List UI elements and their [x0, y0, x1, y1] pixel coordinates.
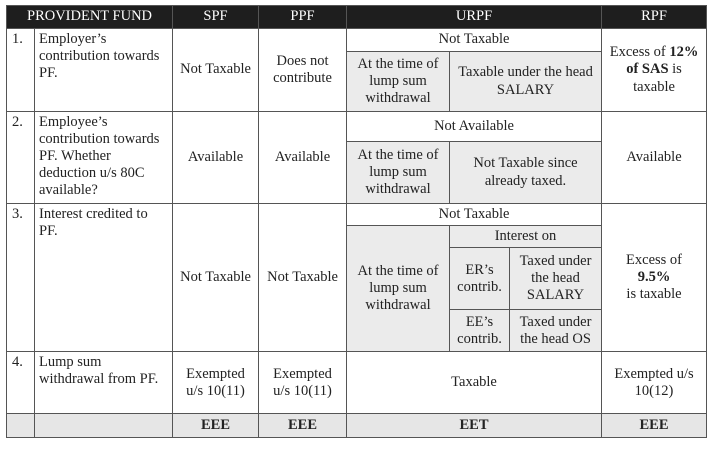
ppf-cell: Exempted u/s 10(11) — [259, 352, 347, 414]
spf-cell: Not Taxable — [173, 29, 259, 112]
er-taxed-cell: Taxed under the head SALARY — [510, 248, 602, 310]
rpf-text-pre: Excess of — [626, 251, 682, 268]
ee-contrib-cell: EE’s contrib. — [450, 310, 510, 352]
urpf-left-cell: At the time of lump sum withdrawal — [347, 142, 450, 204]
row-description: Interest credited to PF. — [35, 204, 173, 352]
urpf-top-cell: Not Taxable — [347, 204, 602, 226]
ee-taxed-cell: Taxed under the head OS — [510, 310, 602, 352]
rpf-cell — [602, 204, 707, 352]
row-description: Employer’s contribution towards PF. — [35, 29, 173, 112]
rpf-text-post: is taxable — [633, 61, 682, 95]
urpf-top-cell: Not Taxable — [347, 29, 602, 52]
spf-cell: Exempted u/s 10(11) — [173, 352, 259, 414]
header-row — [7, 6, 707, 29]
ppf-cell: Not Taxable — [259, 204, 347, 352]
rpf-text-bold: 9.5% — [637, 269, 671, 286]
ppf-cell: Does not contribute — [259, 29, 347, 112]
spf-cell: Available — [173, 112, 259, 204]
urpf-left-cell: At the time of lump sum withdrawal — [347, 226, 450, 352]
row-number: 4. — [7, 352, 35, 414]
rpf-cell: Exempted u/s 10(12) — [602, 352, 707, 414]
footer-urpf: EET — [347, 414, 602, 438]
table-row — [7, 112, 707, 142]
header-provident-fund: PROVIDENT FUND — [7, 6, 173, 29]
table-row — [7, 29, 707, 52]
urpf-cell: Taxable — [347, 352, 602, 414]
table-row — [7, 352, 707, 414]
table-row — [7, 204, 707, 226]
urpf-left-cell: At the time of lump sum withdrawal — [347, 52, 450, 112]
provident-fund-comparison-table — [6, 5, 707, 438]
rpf-text-pre: Excess of — [609, 44, 666, 61]
header-urpf: URPF — [347, 6, 602, 29]
header-spf: SPF — [173, 6, 259, 29]
footer-spf: EEE — [173, 414, 259, 438]
er-contrib-cell: ER’s contrib. — [450, 248, 510, 310]
footer-row — [7, 414, 707, 438]
row-description: Lump sum withdrawal from PF. — [35, 352, 173, 414]
rpf-cell — [602, 29, 707, 112]
urpf-right-cell: Taxable under the head SALARY — [450, 52, 602, 112]
provident-fund-table-container — [6, 5, 707, 438]
ppf-cell: Available — [259, 112, 347, 204]
footer-blank — [35, 414, 173, 438]
rpf-text-post: is taxable — [626, 286, 682, 303]
footer-blank — [7, 414, 35, 438]
interest-on-cell: Interest on — [450, 226, 602, 248]
urpf-right-cell: Not Taxable since already taxed. — [450, 142, 602, 204]
urpf-top-cell: Not Available — [347, 112, 602, 142]
footer-ppf: EEE — [259, 414, 347, 438]
rpf-text-bold: 12% of SAS — [626, 44, 699, 78]
row-number: 1. — [7, 29, 35, 112]
row-number: 2. — [7, 112, 35, 204]
row-description: Employee’s contribution towards PF. Whether deduction u/s 80C available? — [35, 112, 173, 204]
row-number: 3. — [7, 204, 35, 352]
spf-cell: Not Taxable — [173, 204, 259, 352]
footer-rpf: EEE — [602, 414, 707, 438]
header-ppf: PPF — [259, 6, 347, 29]
header-rpf: RPF — [602, 6, 707, 29]
rpf-cell: Available — [602, 112, 707, 204]
